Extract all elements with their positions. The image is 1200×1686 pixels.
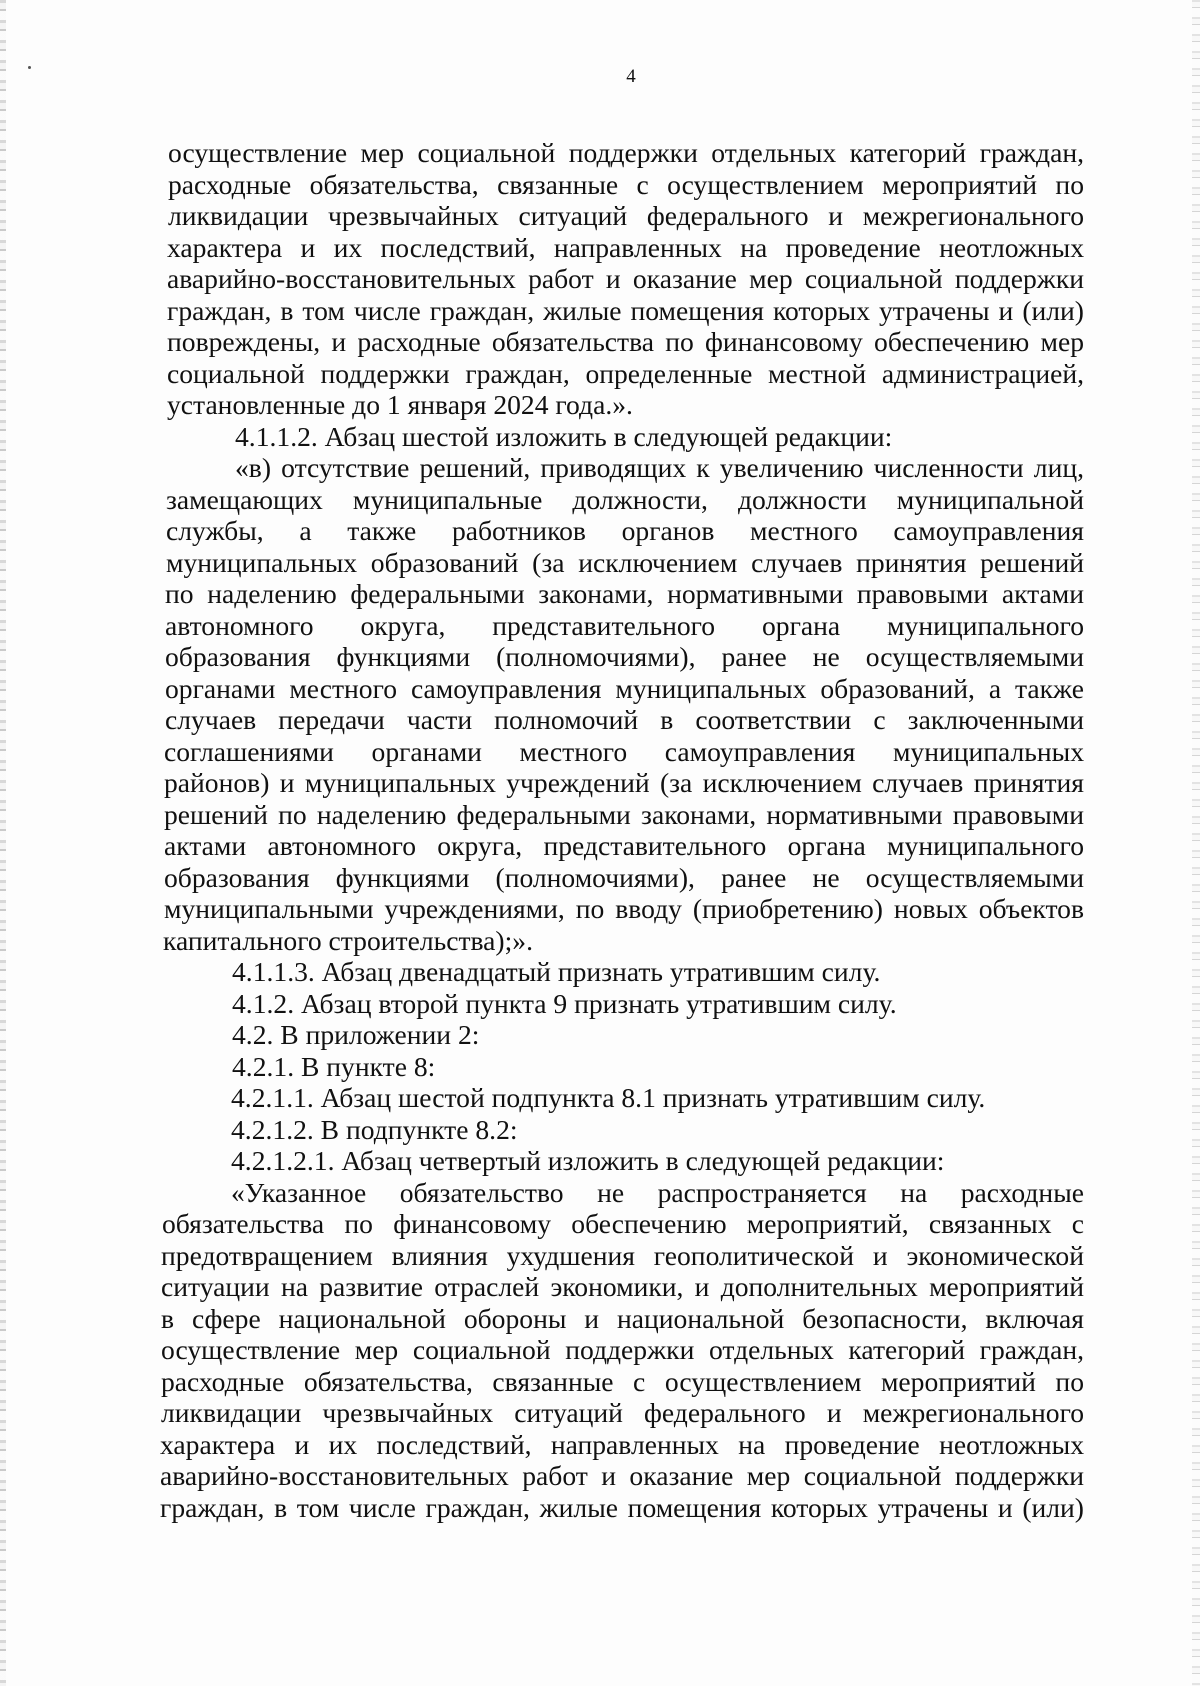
text-line: муниципальными учреждениями, по вводу (приобретению) новых объектов bbox=[164, 893, 1084, 924]
text-line: 4.2.1. В пункте 8: bbox=[232, 1050, 436, 1082]
text-line: предотвращением влияния ухудшения геополитической и экономической bbox=[161, 1239, 1084, 1271]
text-line: замещающих муниципальные должности, должности муниципальной bbox=[166, 483, 1084, 515]
text-line: районов) и муниципальных учреждений (за исключением случаев принятия bbox=[164, 767, 1084, 798]
text-line: решений по наделению федеральными законами, нормативными правовыми bbox=[164, 798, 1084, 830]
text-line: 4.1.1.3. Абзац двенадцатый признать утратившим силу. bbox=[232, 956, 881, 987]
text-line: социальной поддержки граждан, определенные местной администрацией, bbox=[167, 357, 1084, 389]
text-line: повреждены, и расходные обязательства по финансовому обеспечению мер bbox=[167, 326, 1084, 357]
document-body bbox=[160, 137, 1084, 1523]
text-line: ликвидации чрезвычайных ситуаций федерального и межрегионального bbox=[161, 1397, 1084, 1428]
text-line: соглашениями органами местного самоуправления муниципальных bbox=[164, 735, 1084, 767]
text-line: обязательства по финансовому обеспечению мероприятий, связанных с bbox=[162, 1208, 1084, 1239]
text-line: осуществление мер социальной поддержки отдельных категорий граждан, bbox=[168, 137, 1084, 168]
text-line: граждан, в том числе граждан, жилые помещения которых утрачены и (или) bbox=[167, 294, 1084, 326]
text-line: капитального строительства);». bbox=[163, 924, 533, 956]
text-line: актами автономного округа, представительного органа муниципального bbox=[164, 830, 1084, 861]
text-line: граждан, в том числе граждан, жилые помещения которых утрачены и (или) bbox=[160, 1491, 1084, 1523]
text-line: муниципальных образований (за исключением случаев принятия решений bbox=[166, 546, 1084, 578]
text-line: образования функциями (полномочиями), ранее не осуществляемыми bbox=[164, 861, 1084, 893]
text-line: органами местного самоуправления муниципальных образований, а также bbox=[165, 672, 1084, 704]
scan-edge-left bbox=[0, 0, 6, 1686]
text-line: автономного округа, представительного органа муниципального bbox=[165, 609, 1084, 641]
text-line: 4.2.1.1. Абзац шестой подпункта 8.1 признать утратившим силу. bbox=[231, 1082, 986, 1113]
text-line: службы, а также работников органов местного самоуправления bbox=[166, 515, 1084, 546]
scan-edge-right bbox=[1192, 0, 1200, 1686]
page-number: 4 bbox=[626, 66, 636, 87]
text-line: расходные обязательства, связанные с осуществлением мероприятий по bbox=[168, 168, 1084, 200]
text-line: в сфере национальной обороны и национальной безопасности, включая bbox=[161, 1302, 1084, 1334]
text-line: 4.1.1.2. Абзац шестой изложить в следующей редакции: bbox=[235, 420, 893, 452]
text-line: установленные до 1 января 2024 года.». bbox=[167, 389, 633, 420]
text-line: ситуации на развитие отраслей экономики, и дополнительных мероприятий bbox=[161, 1271, 1084, 1302]
text-line: аварийно-восстановительных работ и оказание мер социальной поддержки bbox=[167, 263, 1084, 294]
text-line: расходные обязательства, связанные с осуществлением мероприятий по bbox=[161, 1365, 1084, 1397]
text-line: ликвидации чрезвычайных ситуаций федерального и межрегионального bbox=[168, 200, 1084, 231]
text-line: «Указанное обязательство не распространяется на расходные bbox=[231, 1176, 1084, 1208]
text-line: 4.2. В приложении 2: bbox=[232, 1019, 480, 1050]
text-line: 4.1.2. Абзац второй пункта 9 признать утратившим силу. bbox=[232, 987, 897, 1019]
text-line: характера и их последствий, направленных на проведение неотложных bbox=[160, 1428, 1084, 1460]
text-line: характера и их последствий, направленных на проведение неотложных bbox=[167, 231, 1084, 263]
text-line: «в) отсутствие решений, приводящих к увеличению численности лиц, bbox=[235, 452, 1084, 483]
text-line: осуществление мер социальной поддержки отдельных категорий граждан, bbox=[161, 1334, 1084, 1365]
text-line: образования функциями (полномочиями), ранее не осуществляемыми bbox=[165, 641, 1084, 672]
text-line: 4.2.1.2. В подпункте 8.2: bbox=[231, 1113, 518, 1145]
text-line: случаев передачи части полномочий в соответствии с заключенными bbox=[165, 704, 1084, 735]
text-line: аварийно-восстановительных работ и оказание мер социальной поддержки bbox=[160, 1460, 1084, 1491]
text-line: 4.2.1.2.1. Абзац четвертый изложить в следующей редакции: bbox=[231, 1145, 945, 1176]
text-line: по наделению федеральными законами, нормативными правовыми актами bbox=[165, 578, 1084, 609]
